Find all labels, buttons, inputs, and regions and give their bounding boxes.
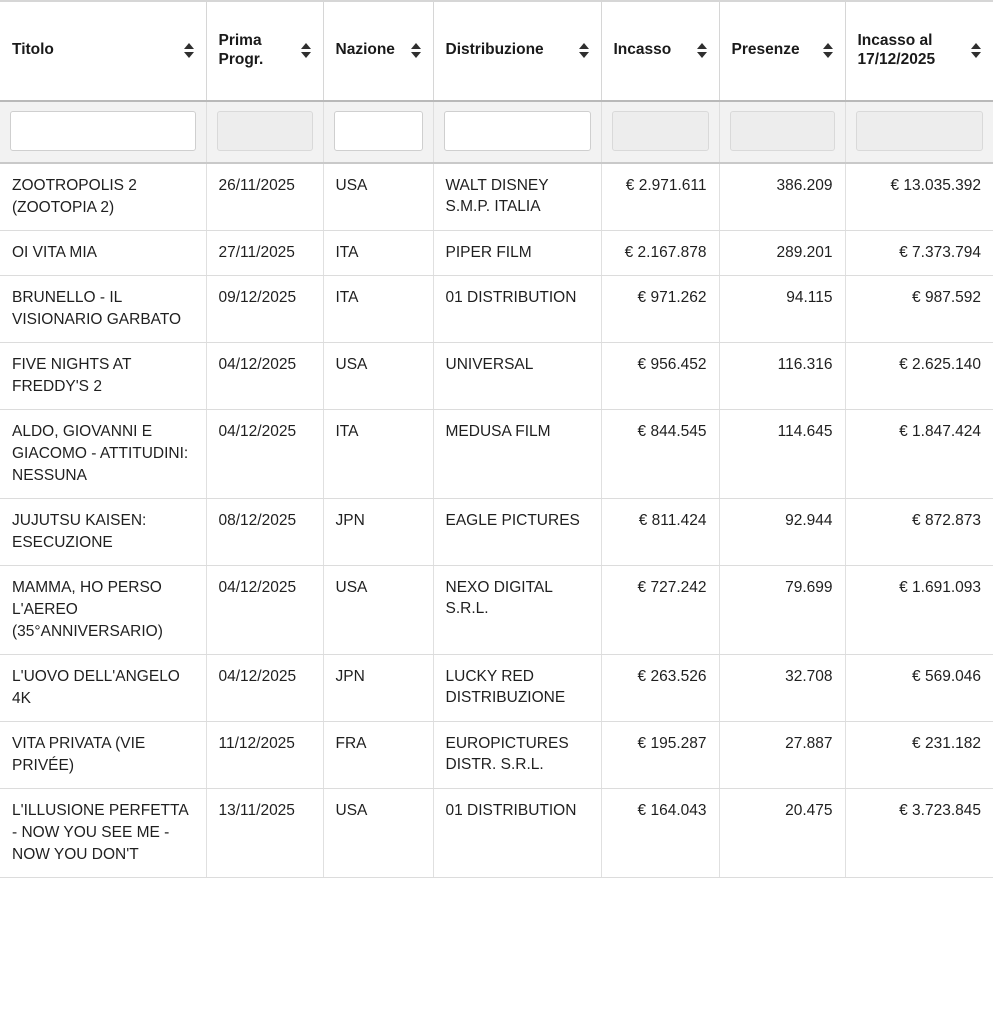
cell-nazione: USA (323, 789, 433, 878)
table-header (0, 1, 993, 101)
filter-cell-titolo (0, 101, 206, 163)
column-header-prima-progr[interactable] (206, 1, 323, 101)
sort-descending-icon (971, 52, 981, 58)
cell-presenze: 289.201 (719, 231, 845, 276)
sort-ascending-icon (971, 43, 981, 49)
cell-incasso-al-data: € 872.873 (845, 499, 993, 566)
cell-presenze: 79.699 (719, 566, 845, 655)
cell-nazione: USA (323, 343, 433, 410)
cell-incasso-al-data: € 1.847.424 (845, 410, 993, 499)
cell-prima-progr: 09/12/2025 (206, 276, 323, 343)
cell-incasso-al-data: € 231.182 (845, 722, 993, 789)
sort-ascending-icon (697, 43, 707, 49)
cell-incasso: € 956.452 (601, 343, 719, 410)
sort-ascending-icon (184, 43, 194, 49)
column-header-incasso-al-data[interactable] (845, 1, 993, 101)
cell-nazione: ITA (323, 276, 433, 343)
cell-presenze: 94.115 (719, 276, 845, 343)
filter-input-incasso-al-data[interactable] (856, 111, 984, 151)
table-row (0, 410, 993, 499)
table-row (0, 276, 993, 343)
sort-toggle-icon[interactable] (697, 43, 707, 58)
column-header-titolo-label: Titolo (12, 41, 54, 59)
sort-toggle-icon[interactable] (411, 43, 421, 58)
column-header-incasso-label: Incasso (613, 41, 672, 59)
cell-distribuzione: UNIVERSAL (433, 343, 601, 410)
cell-titolo: ZOOTROPOLIS 2 (ZOOTOPIA 2) (0, 163, 206, 231)
filter-input-incasso[interactable] (612, 111, 709, 151)
filter-input-prima-progr[interactable] (217, 111, 313, 151)
cell-presenze: 32.708 (719, 655, 845, 722)
cell-incasso-al-data: € 987.592 (845, 276, 993, 343)
cell-incasso-al-data: € 2.625.140 (845, 343, 993, 410)
cell-distribuzione: NEXO DIGITAL S.R.L. (433, 566, 601, 655)
sort-toggle-icon[interactable] (184, 43, 194, 58)
cell-incasso-al-data: € 569.046 (845, 655, 993, 722)
cell-distribuzione: EUROPICTURES DISTR. S.R.L. (433, 722, 601, 789)
cell-titolo: L'UOVO DELL'ANGELO 4K (0, 655, 206, 722)
filter-input-titolo[interactable] (10, 111, 196, 151)
sort-ascending-icon (823, 43, 833, 49)
sort-descending-icon (697, 52, 707, 58)
cell-distribuzione: EAGLE PICTURES (433, 499, 601, 566)
filter-row (0, 101, 993, 163)
cell-distribuzione: LUCKY RED DISTRIBUZIONE (433, 655, 601, 722)
table-row (0, 789, 993, 878)
cell-nazione: ITA (323, 231, 433, 276)
cell-prima-progr: 04/12/2025 (206, 343, 323, 410)
cell-distribuzione: PIPER FILM (433, 231, 601, 276)
cell-presenze: 116.316 (719, 343, 845, 410)
cell-incasso: € 811.424 (601, 499, 719, 566)
filter-input-presenze[interactable] (730, 111, 835, 151)
cell-incasso-al-data: € 3.723.845 (845, 789, 993, 878)
sort-toggle-icon[interactable] (301, 43, 311, 58)
cell-incasso: € 2.971.611 (601, 163, 719, 231)
table-row (0, 499, 993, 566)
table-row (0, 722, 993, 789)
sort-toggle-icon[interactable] (579, 43, 589, 58)
cell-prima-progr: 08/12/2025 (206, 499, 323, 566)
cell-presenze: 27.887 (719, 722, 845, 789)
cell-prima-progr: 04/12/2025 (206, 655, 323, 722)
cell-titolo: OI VITA MIA (0, 231, 206, 276)
cell-prima-progr: 13/11/2025 (206, 789, 323, 878)
filter-cell-distribuzione (433, 101, 601, 163)
column-header-distribuzione[interactable] (433, 1, 601, 101)
cell-titolo: VITA PRIVATA (VIE PRIVÉE) (0, 722, 206, 789)
filter-cell-prima-progr (206, 101, 323, 163)
column-header-incasso[interactable] (601, 1, 719, 101)
sort-descending-icon (301, 52, 311, 58)
sort-ascending-icon (411, 43, 421, 49)
cell-nazione: JPN (323, 499, 433, 566)
cell-titolo: FIVE NIGHTS AT FREDDY'S 2 (0, 343, 206, 410)
table-row (0, 163, 993, 231)
cell-presenze: 20.475 (719, 789, 845, 878)
cell-incasso: € 844.545 (601, 410, 719, 499)
column-header-nazione-label: Nazione (335, 41, 395, 59)
column-header-nazione[interactable] (323, 1, 433, 101)
cell-incasso: € 263.526 (601, 655, 719, 722)
cell-titolo: ALDO, GIOVANNI E GIACOMO - ATTITUDINI: NESSUNA (0, 410, 206, 499)
cell-distribuzione: 01 DISTRIBUTION (433, 276, 601, 343)
table-row (0, 343, 993, 410)
column-header-presenze-label: Presenze (731, 41, 800, 59)
cell-nazione: USA (323, 163, 433, 231)
cell-distribuzione: 01 DISTRIBUTION (433, 789, 601, 878)
column-header-incasso-al-data-label: Incasso al 17/12/2025 (857, 31, 936, 68)
sort-toggle-icon[interactable] (823, 43, 833, 58)
table-row (0, 655, 993, 722)
cell-titolo: JUJUTSU KAISEN: ESECUZIONE (0, 499, 206, 566)
sort-descending-icon (184, 52, 194, 58)
cell-presenze: 114.645 (719, 410, 845, 499)
column-header-presenze[interactable] (719, 1, 845, 101)
cell-prima-progr: 11/12/2025 (206, 722, 323, 789)
cell-nazione: ITA (323, 410, 433, 499)
column-header-titolo[interactable] (0, 1, 206, 101)
table-row (0, 566, 993, 655)
cell-nazione: FRA (323, 722, 433, 789)
cell-distribuzione: WALT DISNEY S.M.P. ITALIA (433, 163, 601, 231)
cell-presenze: 386.209 (719, 163, 845, 231)
cell-presenze: 92.944 (719, 499, 845, 566)
filter-input-distribuzione[interactable] (444, 111, 591, 151)
sort-toggle-icon[interactable] (971, 43, 981, 58)
filter-cell-nazione (323, 101, 433, 163)
column-header-distribuzione-label: Distribuzione (445, 41, 544, 59)
cell-nazione: JPN (323, 655, 433, 722)
cell-incasso: € 195.287 (601, 722, 719, 789)
cell-incasso: € 971.262 (601, 276, 719, 343)
cell-distribuzione: MEDUSA FILM (433, 410, 601, 499)
sort-descending-icon (411, 52, 421, 58)
cell-titolo: BRUNELLO - IL VISIONARIO GARBATO (0, 276, 206, 343)
cell-incasso: € 727.242 (601, 566, 719, 655)
sort-ascending-icon (579, 43, 589, 49)
sort-descending-icon (579, 52, 589, 58)
cell-prima-progr: 26/11/2025 (206, 163, 323, 231)
cell-titolo: L'ILLUSIONE PERFETTA - NOW YOU SEE ME - NOW YOU DON'T (0, 789, 206, 878)
header-row (0, 1, 993, 101)
sort-descending-icon (823, 52, 833, 58)
filter-cell-presenze (719, 101, 845, 163)
sort-ascending-icon (301, 43, 311, 49)
cell-incasso-al-data: € 1.691.093 (845, 566, 993, 655)
cell-titolo: MAMMA, HO PERSO L'AEREO (35°ANNIVERSARIO) (0, 566, 206, 655)
filter-cell-incasso-al-data (845, 101, 993, 163)
cell-incasso-al-data: € 7.373.794 (845, 231, 993, 276)
cell-nazione: USA (323, 566, 433, 655)
cell-prima-progr: 04/12/2025 (206, 410, 323, 499)
filter-cell-incasso (601, 101, 719, 163)
cell-incasso: € 164.043 (601, 789, 719, 878)
cell-prima-progr: 27/11/2025 (206, 231, 323, 276)
table-row (0, 231, 993, 276)
column-header-prima-progr-label: Prima Progr. (218, 31, 264, 68)
cell-incasso: € 2.167.878 (601, 231, 719, 276)
filter-input-nazione[interactable] (334, 111, 423, 151)
cell-incasso-al-data: € 13.035.392 (845, 163, 993, 231)
cell-prima-progr: 04/12/2025 (206, 566, 323, 655)
